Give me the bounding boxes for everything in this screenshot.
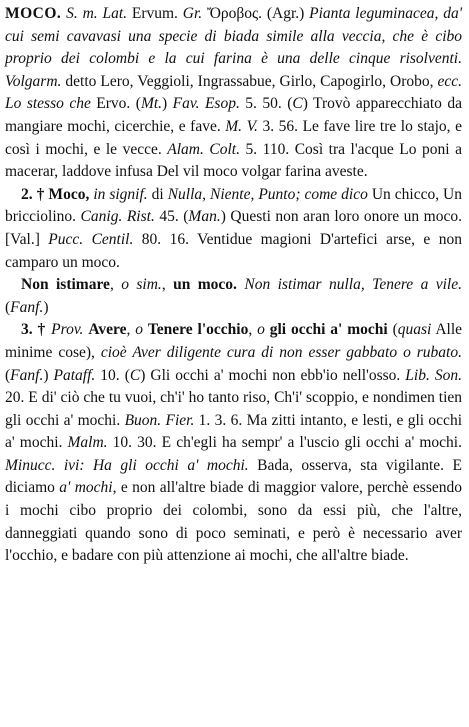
text-run: ( — [5, 298, 11, 316]
text-run: , — [126, 321, 136, 339]
bold-term: Non istimare — [21, 276, 110, 294]
italic-text: C — [292, 95, 303, 113]
italic-text: Lib. Son. — [405, 366, 462, 384]
italic-text: Buon. Fier. — [124, 411, 195, 429]
text-run: di — [147, 185, 168, 203]
text-run: ) — [43, 366, 54, 384]
text-run: 10. 30. E ch'egli ha sempr' a l'uscio gli occhi a' mochi. — [107, 434, 462, 452]
italic-text: ecc. Lo stesso che — [5, 72, 462, 113]
text-run: detto Lero, Veggioli, Ingrassabue, Girlo, Capogirlo, Orobo, — [61, 72, 438, 90]
text-run: Un chicco, Un bricciolino. — [5, 185, 462, 226]
bold-term: un moco. — [173, 276, 237, 294]
italic-text: a' mochi — [59, 479, 113, 497]
italic-text: Volgarm. — [5, 72, 62, 90]
text-run: 5. 110. Così tra l'acque Lo poni a macerar, laddove infusa Del vil moco volgar farina aveste. — [5, 140, 463, 181]
italic-text: quasi — [397, 321, 432, 339]
text-run: ) — [43, 298, 49, 316]
text-run: ( — [5, 366, 11, 384]
italic-text: Man. — [188, 208, 221, 226]
text-run: , e non all'altre biade di maggior valore, perchè essendo i mochi cibo proprio dei colombi, sono da essi più, che l'altre, danneggiati quando sono di poco seminati, e però è necessario aver l'occhio, e badare con più attenzione ai mochi, che all'altre biade. — [5, 479, 462, 565]
bold-term: 3. † — [21, 321, 52, 339]
bold-term: Avere — [88, 321, 127, 339]
italic-text: Pucc. Centil. — [48, 230, 134, 248]
italic-text: Fanf. — [10, 298, 44, 316]
bold-term: 2. † Moco, — [21, 185, 90, 203]
text-run: , — [161, 276, 174, 294]
text-run: , — [248, 321, 258, 339]
italic-text: Pataff. — [53, 366, 96, 384]
bold-term: gli occhi a' mochi — [269, 321, 388, 339]
text-run: ) Trovò apparecchiato da mangiare mochi, cicerchie, e fave. — [5, 95, 462, 135]
text-run: 1. 3. 6. Ma zitti intanto, e lesti, e gli occhi a' mochi. — [5, 411, 462, 452]
italic-text: Nulla, Niente, Punto; come dico — [167, 185, 368, 203]
italic-text: o sim. — [121, 276, 162, 294]
italic-text: M. V. — [225, 117, 258, 135]
italic-text: Malm. — [67, 434, 108, 452]
text-run: 80. 16. Ventidue magioni D'artefici arse, e non camparo un moco. — [5, 230, 462, 271]
text-run: 20. E di' ciò che tu vuoi, ch'i' ho tanto riso, Ch'i' scoppio, e nondimen tien gli occhi a' mochi. — [5, 389, 462, 429]
text-run: ) Gli occhi a' mochi non ebb'io nell'osso. — [140, 366, 406, 384]
italic-text: Fav. Esop. — [172, 95, 240, 113]
text-run: 10. ( — [95, 366, 130, 384]
text-run: ) — [162, 95, 173, 113]
italic-text: Prov. — [51, 321, 84, 339]
text-run: 45. ( — [154, 208, 189, 226]
italic-text: Fanf. — [10, 366, 44, 384]
text-run: Ervum. — [127, 5, 183, 22]
text-run: , — [109, 276, 122, 294]
text-run: Ὄροβος. (Agr.) — [202, 5, 310, 22]
sense-2-paragraph — [5, 184, 462, 274]
bold-term: Tenere l'occhio — [147, 321, 249, 339]
text-run: Alle minime cose), — [5, 321, 463, 361]
sense-2-phrase-paragraph — [5, 274, 462, 319]
text-run: Bada, osserva, sta vigilante. E diciamo — [5, 456, 462, 497]
italic-text: o — [257, 321, 265, 339]
sense-1-paragraph — [5, 3, 462, 184]
italic-text: cioè Aver diligente cura di non esser gabbato o rubato. — [100, 343, 462, 361]
text-run: Ervo. ( — [90, 95, 141, 113]
italic-text: Minucc. ivi: Ha gli occhi a' mochi. — [5, 456, 249, 474]
headword: MOCO. — [5, 5, 62, 22]
italic-text: o — [135, 321, 143, 339]
text-run: ( — [387, 321, 398, 339]
italic-text: Pianta leguminacea, da' cui semi cavavasi una specie di biada simile alla veccia, che è cibo proprio dei colombi e la cui farina è una delle cinque risolventi. — [5, 5, 463, 68]
italic-text: Non istimar nulla, Tenere a vile. — [244, 276, 462, 294]
italic-text: Gr. — [182, 5, 203, 22]
italic-text: Mt. — [140, 95, 163, 113]
sense-3-paragraph — [5, 319, 462, 568]
italic-text: Alam. Colt. — [167, 140, 240, 158]
italic-text: in signif. — [93, 185, 148, 203]
italic-text: Canig. Rist. — [80, 208, 155, 226]
text-run: 5. 50. ( — [239, 95, 293, 113]
italic-text: C — [129, 366, 141, 384]
text-run: 3. 56. Le fave lire tre lo stajo, e così i mochi, e le vecce. — [5, 117, 462, 158]
italic-text: S. m. Lat. — [66, 5, 128, 22]
text-run: ) Questi non aran loro onore un moco. [Val.] — [5, 208, 462, 248]
